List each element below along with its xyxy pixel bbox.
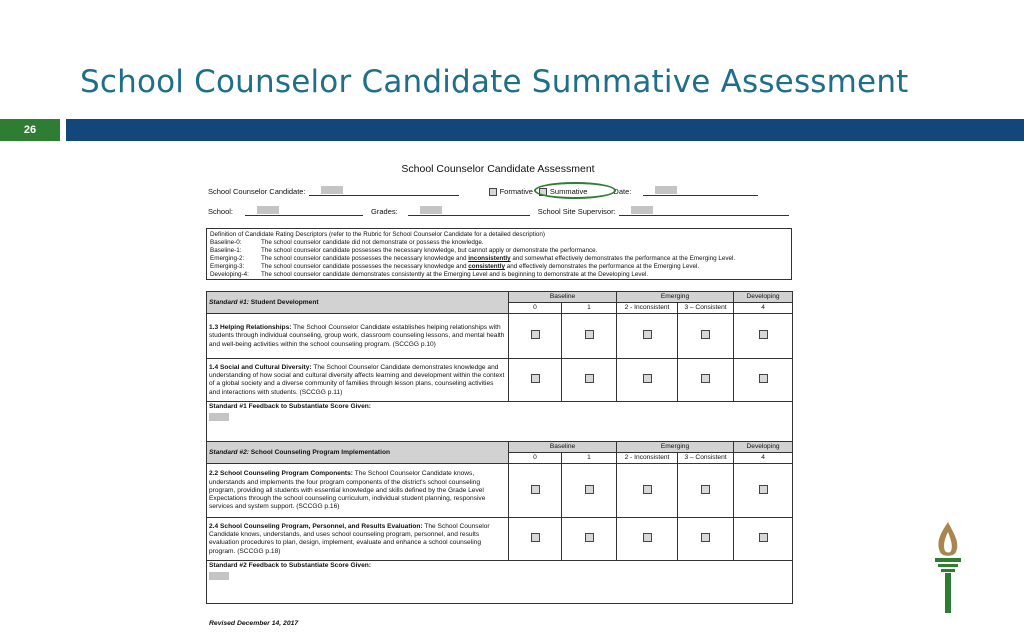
- rating-checkbox[interactable]: [585, 330, 594, 339]
- rating-checkbox[interactable]: [701, 330, 710, 339]
- rating-checkbox[interactable]: [643, 330, 652, 339]
- grades-field[interactable]: [408, 207, 530, 216]
- form-title: School Counselor Candidate Assessment: [401, 163, 595, 175]
- formative-checkbox[interactable]: [489, 188, 497, 196]
- rating-checkbox[interactable]: [643, 374, 652, 383]
- definition-row: Developing-4: The school counselor candidate demonstrates consistently at the Emerging Level and is beginning to demonstrate at the Developing Level.: [210, 271, 649, 279]
- score-0-header: 0: [509, 303, 562, 314]
- table-row: [207, 359, 793, 402]
- formative-label: Formative: [499, 187, 533, 196]
- rating-checkbox[interactable]: [759, 330, 768, 339]
- definitions-heading: Definition of Candidate Rating Descriptors (refer to the Rubric for School Counselor Candidate for a detailed description): [210, 231, 545, 238]
- rating-checkbox[interactable]: [531, 533, 540, 542]
- date-field[interactable]: [643, 187, 758, 196]
- revised-date: Revised December 14, 2017: [209, 620, 299, 627]
- slide-number: 26: [0, 119, 60, 141]
- candidate-label: School Counselor Candidate:: [208, 187, 306, 196]
- date-label: Date:: [613, 187, 632, 196]
- score-1-header: 1: [562, 453, 617, 464]
- standard-2-feedback[interactable]: Standard #2 Feedback to Substantiate Score Given:: [207, 561, 793, 604]
- candidate-field[interactable]: [309, 187, 459, 196]
- item-2-4-text: 2.4 School Counseling Program, Personnel, and Results Evaluation: The School Counselor Candidate knows, understands, and uses school counseling program, personnel, and results evaluation procedures to plan, design, implement, evaluate and enhance a school counseling program. (SCCGG p.18): [207, 518, 509, 561]
- score-4-header: 4: [734, 453, 793, 464]
- developing-header: Developing: [734, 442, 793, 453]
- definition-row: Baseline-0: The school counselor candidate did not demonstrate or possess the knowledge.: [210, 239, 484, 247]
- definition-row: Emerging-3: The school counselor candidate possesses the necessary knowledge and consistently and effectively demonstrates the performance at the Emerging Level.: [210, 263, 700, 271]
- rating-checkbox[interactable]: [531, 485, 540, 494]
- grades-label: Grades:: [371, 207, 398, 216]
- rating-checkbox[interactable]: [643, 533, 652, 542]
- rating-checkbox[interactable]: [531, 374, 540, 383]
- form-header-row-2: [208, 207, 797, 216]
- score-0-header: 0: [509, 453, 562, 464]
- score-2-header: 2 - Inconsistent: [617, 303, 678, 314]
- score-4-header: 4: [734, 303, 793, 314]
- score-1-header: 1: [562, 303, 617, 314]
- assessment-form: [203, 160, 793, 630]
- item-2-2-text: 2.2 School Counseling Program Components: The School Counselor Candidate knows, understands and implements the four program components of the district's school counseling program, providing all students with essential knowledge and skills defined by the Grade Level Expectations through the school counseling curriculum, individual student planning, responsive services and system support. (SCCGG p.16): [207, 464, 509, 518]
- developing-header: Developing: [734, 292, 793, 303]
- rating-checkbox[interactable]: [585, 533, 594, 542]
- supervisor-field[interactable]: [619, 207, 789, 216]
- definition-row: Emerging-2: The school counselor candidate possesses the necessary knowledge and inconsistently and somewhat effectively demonstrates the performance at the Emerging Level.: [210, 255, 736, 263]
- standard-2-heading: Standard #2: School Counseling Program Implementation: [207, 442, 509, 464]
- rating-checkbox[interactable]: [759, 533, 768, 542]
- standard-1-table: [206, 291, 793, 442]
- standard-1-feedback[interactable]: Standard #1 Feedback to Substantiate Score Given:: [207, 402, 793, 442]
- definition-row: Baseline-1: The school counselor candidate possesses the necessary knowledge, but cannot apply or demonstrate the performance.: [210, 247, 598, 255]
- rating-checkbox[interactable]: [531, 330, 540, 339]
- emerging-header: Emerging: [617, 292, 734, 303]
- score-3-header: 3 – Consistent: [678, 453, 734, 464]
- rating-checkbox[interactable]: [701, 485, 710, 494]
- form-header-row-1: [208, 187, 766, 196]
- standard-1-heading: Standard #1: Student Development: [207, 292, 509, 314]
- school-field[interactable]: [245, 207, 363, 216]
- rating-checkbox[interactable]: [701, 374, 710, 383]
- header-bar: [66, 119, 1024, 141]
- rating-checkbox[interactable]: [585, 374, 594, 383]
- baseline-header: Baseline: [509, 292, 617, 303]
- score-2-header: 2 - Inconsistent: [617, 453, 678, 464]
- rating-checkbox[interactable]: [759, 374, 768, 383]
- table-row: [207, 464, 793, 518]
- slide-title: School Counselor Candidate Summative Assessment: [80, 64, 909, 100]
- table-row: [207, 314, 793, 359]
- summative-label: Summative: [549, 187, 588, 196]
- table-row: [207, 518, 793, 561]
- score-3-header: 3 – Consistent: [678, 303, 734, 314]
- summative-highlight-circle: [534, 182, 616, 199]
- emerging-header: Emerging: [617, 442, 734, 453]
- school-label: School:: [208, 207, 234, 216]
- rating-checkbox[interactable]: [643, 485, 652, 494]
- rating-checkbox[interactable]: [759, 485, 768, 494]
- item-1-4-text: 1.4 Social and Cultural Diversity: The School Counselor Candidate demonstrates knowledge and understanding of how social and cultural diversity affects learning and development within the context of a global society and a diverse community of families through lesson plans, counseling activities and interactions with students. (SCCGG p.11): [207, 359, 509, 402]
- supervisor-label: School Site Supervisor:: [537, 207, 616, 216]
- rating-definitions: [206, 228, 792, 280]
- torch-icon: [930, 520, 966, 614]
- standard-2-table: [206, 441, 793, 604]
- rating-checkbox[interactable]: [701, 533, 710, 542]
- baseline-header: Baseline: [509, 442, 617, 453]
- rating-checkbox[interactable]: [585, 485, 594, 494]
- item-1-3-text: 1.3 Helping Relationships: The School Counselor Candidate establishes helping relationships with students through individual counseling, group work, classroom counseling lessons, and mental health and well-being activities within the school counseling program. (SCCGG p.10): [207, 314, 509, 359]
